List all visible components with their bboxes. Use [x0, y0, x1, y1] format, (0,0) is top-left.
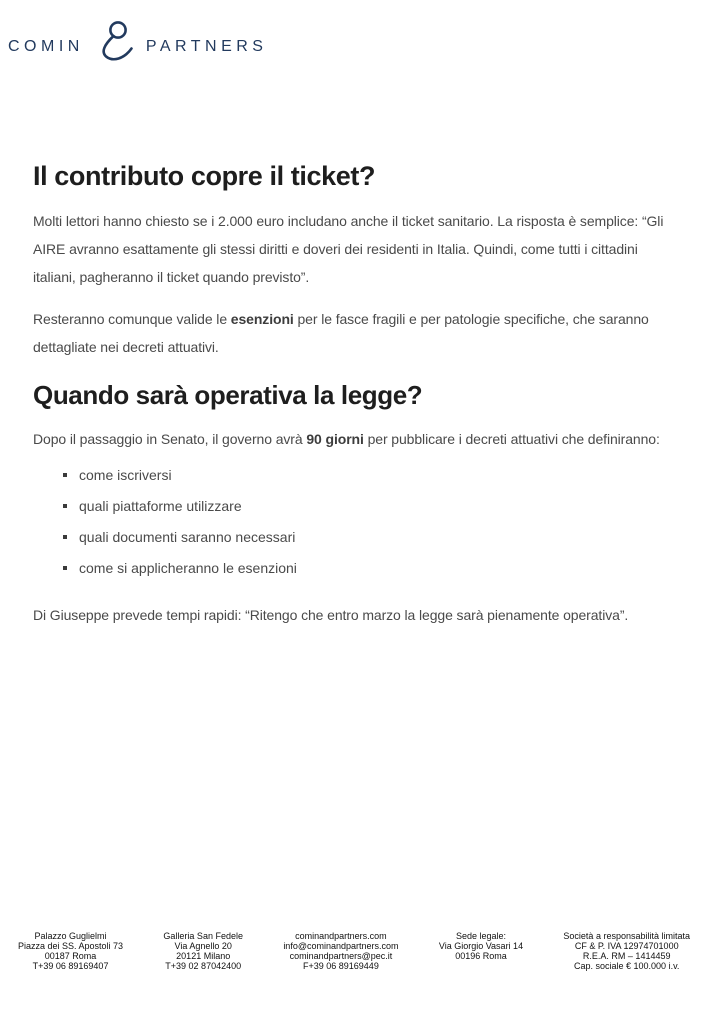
footer-milan-line-3: 20121 Milano	[176, 951, 231, 961]
footer-pec-link[interactable]: cominandpartners@pec.it	[289, 951, 393, 961]
paragraph-esenzioni-before: Resteranno comunque valide le	[33, 311, 231, 327]
paragraph-esenzioni-after: per le fasce fragili e per patologie specifiche, che saranno dettagliate nei decreti attuativi.	[33, 311, 649, 355]
footer-company-vat: CF & P. IVA 12974701000	[574, 941, 679, 951]
footer-legal-seat-label: Sede legale:	[455, 931, 506, 941]
footer-col-legal-seat	[439, 931, 523, 971]
footer-legal-seat-city: 00196 Roma	[455, 951, 507, 961]
heading-legge-operativa: Quando sarà operativa la legge?	[33, 380, 423, 410]
logo-ampersand-icon	[91, 20, 143, 67]
footer-col-milan-office	[163, 931, 243, 971]
footer-fax: F+39 06 89169449	[303, 961, 379, 971]
article-content	[0, 159, 708, 629]
footer-milan-line-2: Via Agnello 20	[174, 941, 232, 951]
paragraph-ticket-sanitario: Molti lettori hanno chiesto se i 2.000 euro includano anche il ticket sanitario. La risposta è semplice: “Gli AIRE avranno esattamente gli stessi diritti e doveri dei residenti in Italia. Quindi, come tutti i cittadini italiani, pagheranno il ticket quando previsto”.	[33, 213, 664, 285]
footer-milan-phone: T+39 02 87042400	[165, 961, 242, 971]
footer-legal-seat-address: Via Giorgio Vasari 14	[438, 941, 524, 951]
footer-email-link[interactable]: info@cominandpartners.com	[283, 941, 399, 951]
brand-logo[interactable]	[8, 26, 267, 67]
paragraph-90-giorni	[33, 425, 675, 453]
paragraph-90-giorni-bold: 90 giorni	[306, 431, 364, 447]
paragraph-esenzioni-bold: esenzioni	[230, 311, 294, 327]
footer-milan-line-1: Galleria San Fedele	[163, 931, 243, 941]
footer-company-type: Società a responsabilità limitata	[563, 931, 690, 941]
page-footer	[0, 931, 708, 971]
paragraph-di-giuseppe-quote: Di Giuseppe prevede tempi rapidi: “Ritengo che entro marzo la legge sarà pienamente operativa”.	[33, 607, 629, 623]
footer-website-link[interactable]: cominandpartners.com	[295, 931, 387, 941]
footer-rome-phone: T+39 06 89169407	[32, 961, 109, 971]
heading-contributo-ticket: Il contributo copre il ticket?	[33, 161, 376, 191]
footer-col-company-info	[563, 931, 690, 971]
list-item-esenzioni: come si applicheranno le esenzioni	[63, 560, 675, 577]
list-item-documenti: quali documenti saranno necessari	[63, 529, 675, 546]
list-item-piattaforme: quali piattaforme utilizzare	[63, 498, 675, 515]
footer-company-rea: R.E.A. RM – 1414459	[582, 951, 671, 961]
footer-rome-line-1: Palazzo Guglielmi	[34, 931, 107, 941]
footer-rome-line-3: 00187 Roma	[44, 951, 97, 961]
footer-rome-line-2: Piazza dei SS. Apostoli 73	[18, 941, 124, 951]
logo-text-comin: COMIN	[8, 37, 84, 55]
decreti-bullet-list	[33, 467, 675, 577]
footer-col-rome-office	[18, 931, 123, 971]
logo-text-partners: PARTNERS	[145, 37, 268, 55]
paragraph-esenzioni	[33, 305, 675, 361]
list-item-come-iscriversi: come iscriversi	[63, 467, 675, 484]
footer-col-contacts	[283, 931, 398, 971]
paragraph-90-giorni-after: per pubblicare i decreti attuativi che definiranno:	[363, 431, 660, 447]
site-header	[0, 0, 708, 67]
paragraph-90-giorni-before: Dopo il passaggio in Senato, il governo avrà	[33, 431, 307, 447]
footer-company-capital: Cap. sociale € 100.000 i.v.	[574, 961, 680, 971]
